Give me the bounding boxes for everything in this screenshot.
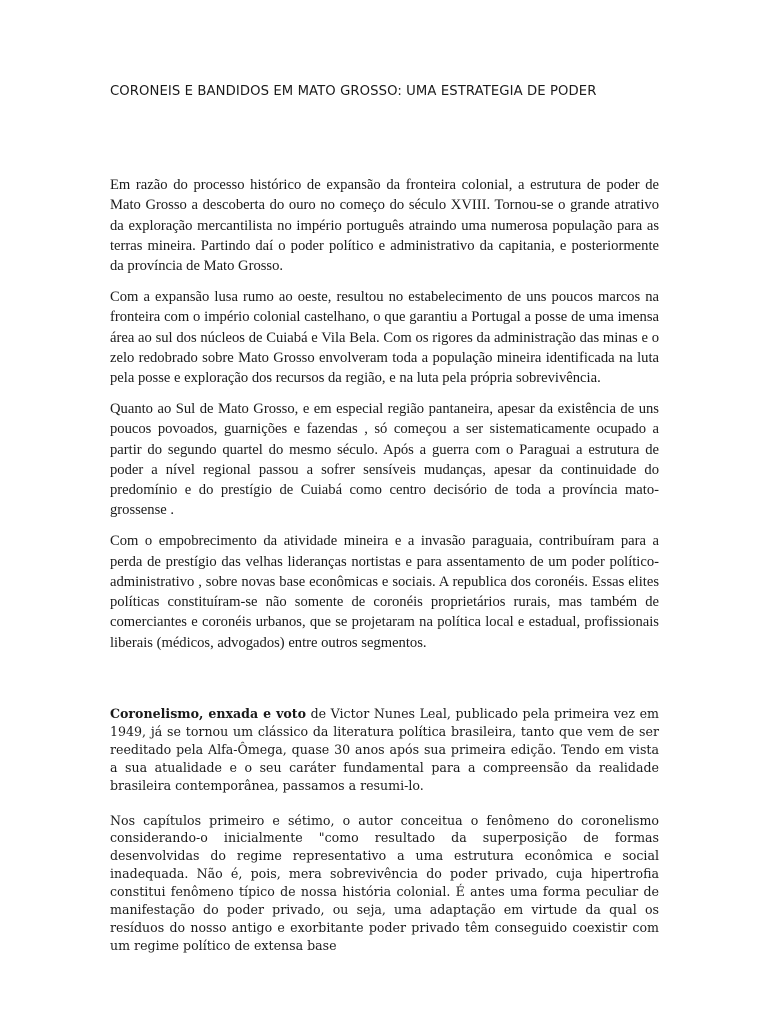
paragraph [110, 705, 659, 795]
paragraph: Com o empobrecimento da atividade mineira e a invasão paraguaia, contribuíram para a perda de prestígio das velhas lideranças nortistas e para assentamento de um poder político-administrativo , sobre novas base econômicas e sociais. A republica dos coronéis. Essas elites políticas constituíram-se não somente de coronéis proprietários rurais, mas também de comerciantes e coronéis urbanos, que se projetaram na política local e estadual, profissionais liberais (médicos, advogados) entre outros segmentos. [110, 533, 659, 651]
paragraph: Nos capítulos primeiro e sétimo, o autor conceitua o fenômeno do coronelismo considerando-o inicialmente "como resultado da superposição de formas desenvolvidas do regime representativo a uma estrutura econômica e social inadequada. Não é, pois, mera sobrevivência do poder privado, cuja hipertrofia constitui fenômeno típico de nossa história colonial. É antes uma forma peculiar de manifestação do poder privado, ou seja, uma adaptação em virtude da qual os resíduos do nosso antigo e exorbitante poder privado têm conseguido coexistir com um regime político de extensa base [110, 812, 659, 953]
book-title: Coronelismo, enxada e voto [110, 706, 306, 721]
paragraph-text: de Victor Nunes Leal, publicado pela primeira vez em 1949, já se tornou um clássico da literatura política brasileira, tanto que vem de ser reeditado pela Alfa-Ômega, quase 30 anos após sua primeira edição. Tendo em vista a sua atualidade e o seu caráter fundamental para a compreensão da realidade brasileira contemporânea, passamos a resumi-lo. [110, 706, 659, 793]
body-section-history [110, 175, 659, 664]
paragraph: Quanto ao Sul de Mato Grosso, e em especial região pantaneira, apesar da existência de uns poucos povoados, guarnições e fazendas , só começou a ser sistematicamente ocupado a partir do segundo quartel do mesmo século. Após a guerra com o Paraguai a estrutura de poder a nível regional passou a sofrer sensíveis mudanças, apesar da continuidade do predomínio e do prestígio de Cuiabá como centro decisório de toda a província mato-grossense . [110, 400, 659, 519]
paragraph: Com a expansão lusa rumo ao oeste, resultou no estabelecimento de uns poucos marcos na fronteira com o império colonial castelhano, o que garantiu a Portugal a posse de uma imensa área ao sul dos núcleos de Cuiabá e Vila Bela. Com os rigores da administração das minas e o zelo redobrado sobre Mato Grosso envolveram toda a população mineira identificada na luta pela posse e exploração dos recursos da região, e na luta pela própria sobrevivência. [110, 288, 659, 387]
document-title: CORONEIS E BANDIDOS EM MATO GROSSO: UMA ESTRATEGIA DE PODER [110, 84, 597, 99]
body-section-book-summary [110, 705, 659, 972]
paragraph: Em razão do processo histórico de expansão da fronteira colonial, a estrutura de poder de Mato Grosso a descoberta do ouro no começo do século XVIII. Tornou-se o grande atrativo da exploração mercantilista no império português atraindo uma numerosa população para as terras mineira. Partindo daí o poder político e administrativo da capitania, e posteriormente da província de Mato Grosso. [110, 177, 659, 275]
